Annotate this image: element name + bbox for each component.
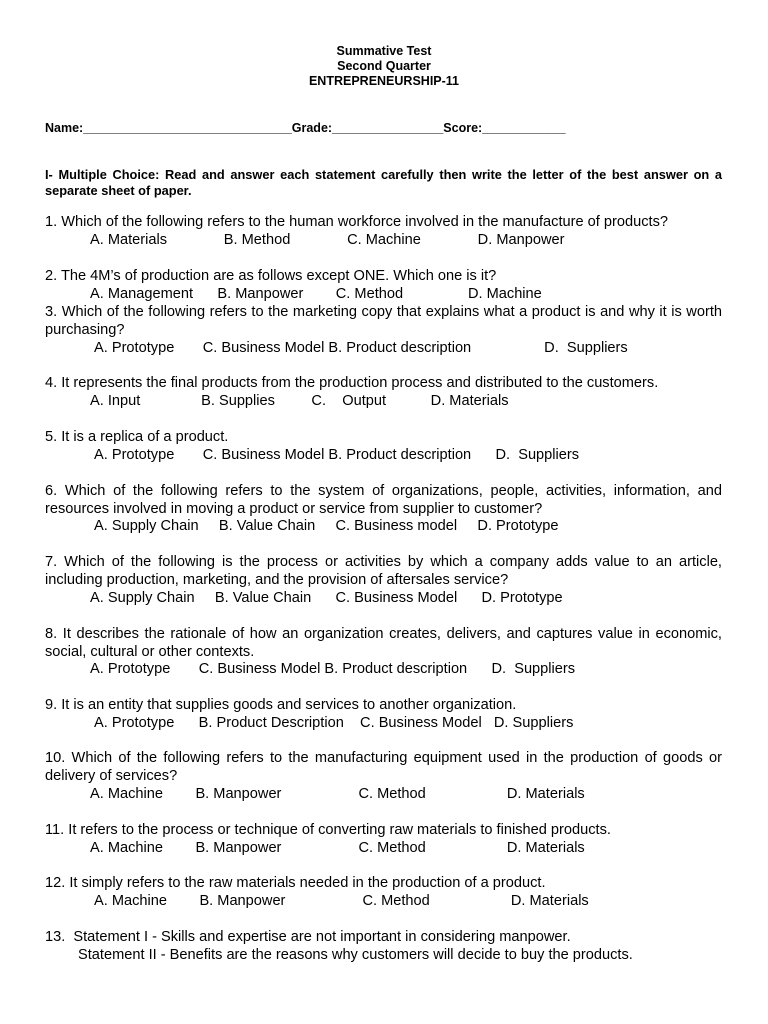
question-3-choices: A. Prototype C. Business Model B. Product description D. Suppliers bbox=[94, 340, 628, 356]
question-13-statement-1: 13. Statement I - Skills and expertise are not important in considering manpower. bbox=[45, 929, 571, 945]
question-6: 6. Which of the following refers to the system of organizations, people, activities, information, and resources involved in moving a product or service from supplier to customer? bbox=[45, 483, 722, 517]
question-6-choices: A. Supply Chain B. Value Chain C. Business model D. Prototype bbox=[94, 518, 559, 534]
question-8-choices: A. Prototype C. Business Model B. Product description D. Suppliers bbox=[90, 661, 576, 677]
question-11-choices: A. Machine B. Manpower C. Method D. Materials bbox=[90, 840, 585, 856]
question-10: 10. Which of the following refers to the manufacturing equipment used in the production of goods or delivery of services? bbox=[45, 750, 722, 784]
document-header bbox=[0, 44, 768, 89]
question-7: 7. Which of the following is the process or activities by which a company adds value to an article, including production, marketing, and the provision of aftersales service? bbox=[45, 554, 722, 588]
name-grade-score-line: Name:______________________________Grade:________________Score:____________ bbox=[45, 121, 566, 135]
question-4-choices: A. Input B. Supplies C. Output D. Materials bbox=[90, 393, 509, 409]
question-9: 9. It is an entity that supplies goods and services to another organization. bbox=[45, 697, 517, 713]
question-12: 12. It simply refers to the raw materials needed in the production of a product. bbox=[45, 875, 546, 891]
question-5-choices: A. Prototype C. Business Model B. Product description D. Suppliers bbox=[94, 447, 580, 463]
question-8: 8. It describes the rationale of how an organization creates, delivers, and captures value in economic, social, cultural or other contexts. bbox=[45, 626, 722, 660]
question-12-choices: A. Machine B. Manpower C. Method D. Materials bbox=[94, 893, 589, 909]
quarter-title: Second Quarter bbox=[337, 59, 431, 73]
question-5: 5. It is a replica of a product. bbox=[45, 429, 229, 445]
question-11: 11. It refers to the process or technique of converting raw materials to finished products. bbox=[45, 822, 611, 838]
question-7-choices: A. Supply Chain B. Value Chain C. Business Model D. Prototype bbox=[90, 590, 563, 606]
question-9-choices: A. Prototype B. Product Description C. Business Model D. Suppliers bbox=[94, 715, 574, 731]
question-13-statement-2: Statement II - Benefits are the reasons why customers will decide to buy the products. bbox=[78, 947, 633, 963]
question-2: 2. The 4M’s of production are as follows except ONE. Which one is it? bbox=[45, 268, 497, 284]
question-4: 4. It represents the final products from the production process and distributed to the customers. bbox=[45, 375, 659, 391]
question-2-choices: A. Management B. Manpower C. Method D. Machine bbox=[90, 286, 542, 302]
question-1: 1. Which of the following refers to the human workforce involved in the manufacture of products? bbox=[45, 214, 668, 230]
question-10-choices: A. Machine B. Manpower C. Method D. Materials bbox=[90, 786, 585, 802]
subject-title: ENTREPRENEURSHIP-11 bbox=[308, 74, 460, 88]
instructions: I- Multiple Choice: Read and answer each statement carefully then write the letter of the best answer on a separate sheet of paper. bbox=[45, 167, 722, 198]
question-1-choices: A. Materials B. Method C. Machine D. Manpower bbox=[90, 232, 565, 248]
question-3: 3. Which of the following refers to the marketing copy that explains what a product is and why it is worth purchasing? bbox=[45, 304, 722, 338]
test-title: Summative Test bbox=[336, 44, 432, 58]
